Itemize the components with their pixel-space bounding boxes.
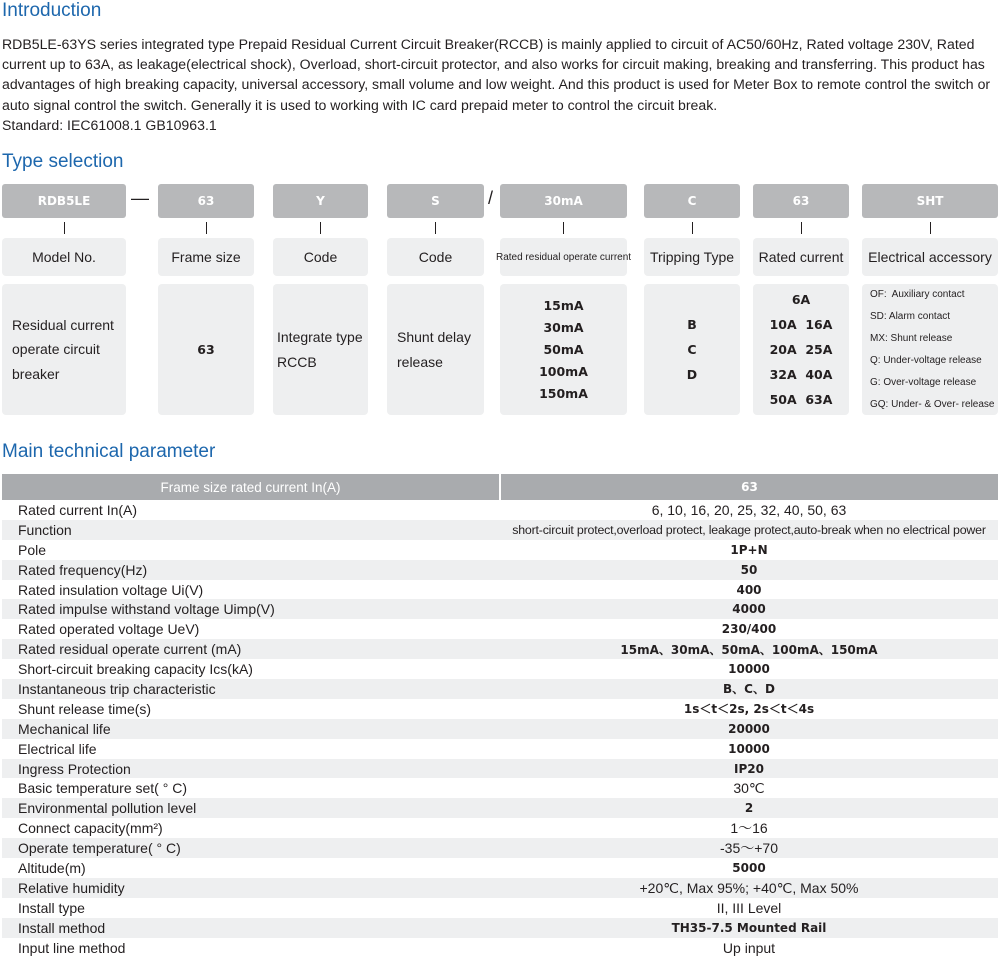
desc-line: breaker [12, 365, 60, 382]
param-value: 50 [500, 560, 998, 580]
param-value: 6, 10, 16, 20, 25, 32, 40, 50, 63 [651, 501, 847, 518]
table-row [2, 918, 998, 938]
table-row [2, 639, 998, 659]
table-row [2, 679, 998, 699]
table-header-row [2, 474, 998, 500]
desc-tripping-types [644, 284, 740, 415]
param-value: 1～16 [730, 820, 768, 837]
connector-tick [692, 222, 693, 234]
param-value: 4000 [500, 599, 998, 619]
desc-line: 10A 16A [769, 317, 833, 332]
table-row [2, 520, 998, 540]
param-value: -35～+70 [500, 838, 998, 858]
desc-residual-currents [500, 284, 627, 415]
table-row [2, 560, 998, 580]
param-value: 2 [500, 798, 998, 818]
connector-tick [801, 222, 802, 234]
param-value: 10000 [728, 662, 770, 677]
param-name: Install method [2, 918, 500, 938]
param-value: Up input [722, 939, 776, 956]
param-value: IP20 [500, 759, 998, 779]
desc-line: RCCB [277, 353, 317, 370]
param-name: Pole [18, 541, 47, 558]
param-value: 20000 [500, 719, 998, 739]
label-model-no: Model No. [2, 238, 126, 276]
desc-line: GQ: Under- & Over- release [870, 398, 995, 410]
table-row [2, 838, 998, 858]
param-name: Rated frequency(Hz) [2, 560, 500, 580]
desc-line: 50mA [543, 341, 584, 357]
param-value: 30℃ [733, 779, 765, 796]
table-row [2, 759, 998, 779]
label-residual-current: Rated residual operate current [500, 238, 627, 276]
table-row [2, 580, 998, 600]
desc-line: 63 [197, 341, 215, 357]
desc-line: C [687, 342, 697, 357]
table-row [2, 599, 998, 619]
table-row [2, 858, 998, 878]
table-row [2, 719, 998, 739]
table-row [2, 878, 998, 898]
label-electrical-accessory: Electrical accessory [862, 238, 998, 276]
desc-line: 32A 40A [769, 367, 833, 382]
param-value: 230/400 [721, 622, 777, 637]
desc-rated-currents [753, 284, 849, 415]
param-value: short-circuit protect,overload protect, leakage protect,auto-break when no electrical power [500, 520, 998, 540]
desc-line: 50A 63A [769, 392, 833, 407]
header-value: 63 [500, 474, 998, 500]
connector-tick [435, 222, 436, 234]
connector-tick [320, 222, 321, 234]
param-value: 15mA、30mA、50mA、100mA、150mA [500, 639, 998, 659]
intro-text: RDB5LE-63YS series integrated type Prepaid Residual Current Circuit Breaker(RCCB) is mainly applied to circuit of AC50/60Hz, Rated voltage 230V, Rated current up to 63A, as leakage(electrical shock), Overload, short-circuit protector, and also works for circuit making, breaking and transferring. This product has advantages of high breaking capacity, universal accessory, small volume and low weight. And this product is used for Meter Box to remote control the switch or auto signal control the switch. Generally it is used to working with IC card prepaid meter to control the circuit break. [2, 36, 991, 113]
label-tripping-type: Tripping Type [644, 238, 740, 276]
code-box-accessory: SHT [862, 184, 998, 218]
intro-title: Introduction [2, 0, 102, 21]
desc-line: 6A [791, 292, 811, 307]
param-name: Function [2, 520, 500, 540]
table-row [2, 739, 998, 759]
dash-separator: — [131, 188, 149, 208]
desc-line: operate circuit [12, 341, 100, 358]
connector-tick [930, 222, 931, 234]
param-name: Shunt release time(s) [18, 700, 152, 717]
desc-line: Integrate type [277, 329, 363, 345]
table-row [2, 818, 998, 838]
parameter-table [2, 474, 998, 958]
code-box-frame: 63 [158, 184, 254, 218]
param-name: Electrical life [18, 740, 97, 757]
desc-frame [158, 284, 254, 415]
label-rated-current: Rated current [753, 238, 849, 276]
code-box-rated-current: 63 [753, 184, 849, 218]
param-name: Rated insulation voltage Ui(V) [18, 581, 204, 598]
connector-tick [563, 222, 564, 234]
desc-line: release [397, 353, 443, 370]
table-row [2, 699, 998, 719]
desc-line: 100mA [539, 363, 588, 379]
param-value: II, III Level [716, 899, 782, 916]
param-name: Ingress Protection [2, 759, 500, 779]
intro-paragraph [2, 34, 998, 135]
desc-line: 150mA [539, 385, 588, 401]
param-name: Rated operated voltage UeV) [18, 621, 200, 638]
desc-line: OF: Auxiliary contact [870, 288, 965, 300]
param-name: Install type [18, 899, 85, 916]
connector-tick [64, 222, 65, 234]
param-name: Short-circuit breaking capacity Ics(kA) [18, 661, 253, 678]
param-value: 400 [736, 582, 762, 597]
param-name: Operate temperature( ° C) [2, 838, 500, 858]
param-value: 1s＜t＜2s, 2s＜t＜4s [683, 702, 815, 717]
type-selection-title: Type selection [2, 151, 124, 172]
param-value: 5000 [732, 861, 766, 876]
desc-code-s [387, 284, 484, 415]
standard-text: Standard: IEC61008.1 GB10963.1 [2, 116, 217, 133]
desc-accessories [862, 284, 998, 415]
param-value: +20℃, Max 95%; +40℃, Max 50% [500, 878, 998, 898]
param-name: Mechanical life [2, 719, 500, 739]
param-name: Altitude(m) [18, 860, 86, 877]
table-row [2, 938, 998, 958]
code-box-code-s: S [387, 184, 484, 218]
desc-model [2, 284, 126, 415]
param-name: Instantaneous trip characteristic [2, 679, 500, 699]
param-name: Connect capacity(mm²) [18, 820, 163, 837]
param-name: Relative humidity [2, 878, 500, 898]
label-code-s: Code [387, 238, 484, 276]
code-box-code-y: Y [273, 184, 368, 218]
desc-line: SD: Alarm contact [870, 310, 951, 322]
desc-line: Shunt delay [397, 329, 471, 345]
desc-line: 15mA [543, 297, 584, 313]
label-code-y: Code [273, 238, 368, 276]
table-row [2, 540, 998, 560]
param-value: B、C、D [500, 679, 998, 699]
param-value: 1P+N [730, 542, 768, 557]
table-row [2, 619, 998, 639]
desc-line: 30mA [543, 319, 584, 335]
param-name: Rated residual operate current (mA) [2, 639, 500, 659]
desc-line: MX: Shunt release [870, 332, 953, 344]
table-row [2, 500, 998, 520]
main-parameter-title: Main technical parameter [2, 441, 216, 462]
param-value: 10000 [728, 741, 770, 756]
param-value: TH35-7.5 Mounted Rail [500, 918, 998, 938]
desc-line: Q: Under-voltage release [870, 354, 982, 366]
table-row [2, 798, 998, 818]
param-name: Environmental pollution level [2, 798, 500, 818]
header-frame-size: Frame size rated current In(A) [2, 474, 500, 500]
param-name: Rated current In(A) [18, 501, 138, 518]
param-name: Basic temperature set( ° C) [18, 780, 187, 797]
code-box-tripping: C [644, 184, 740, 218]
desc-code-y [273, 284, 368, 415]
desc-line: Residual current [12, 316, 114, 333]
param-name: Rated impulse withstand voltage Uimp(V) [2, 599, 500, 619]
table-row [2, 898, 998, 918]
desc-line: D [686, 367, 698, 382]
param-name: Input line method [18, 939, 126, 956]
code-box-residual: 30mA [500, 184, 627, 218]
desc-line: 20A 25A [769, 342, 833, 357]
desc-line: G: Over-voltage release [870, 376, 977, 388]
desc-line: B [687, 317, 697, 332]
code-box-model: RDB5LE [2, 184, 126, 218]
table-row [2, 659, 998, 679]
slash-separator: / [488, 188, 494, 208]
table-row [2, 778, 998, 798]
connector-tick [206, 222, 207, 234]
label-frame-size: Frame size [158, 238, 254, 276]
